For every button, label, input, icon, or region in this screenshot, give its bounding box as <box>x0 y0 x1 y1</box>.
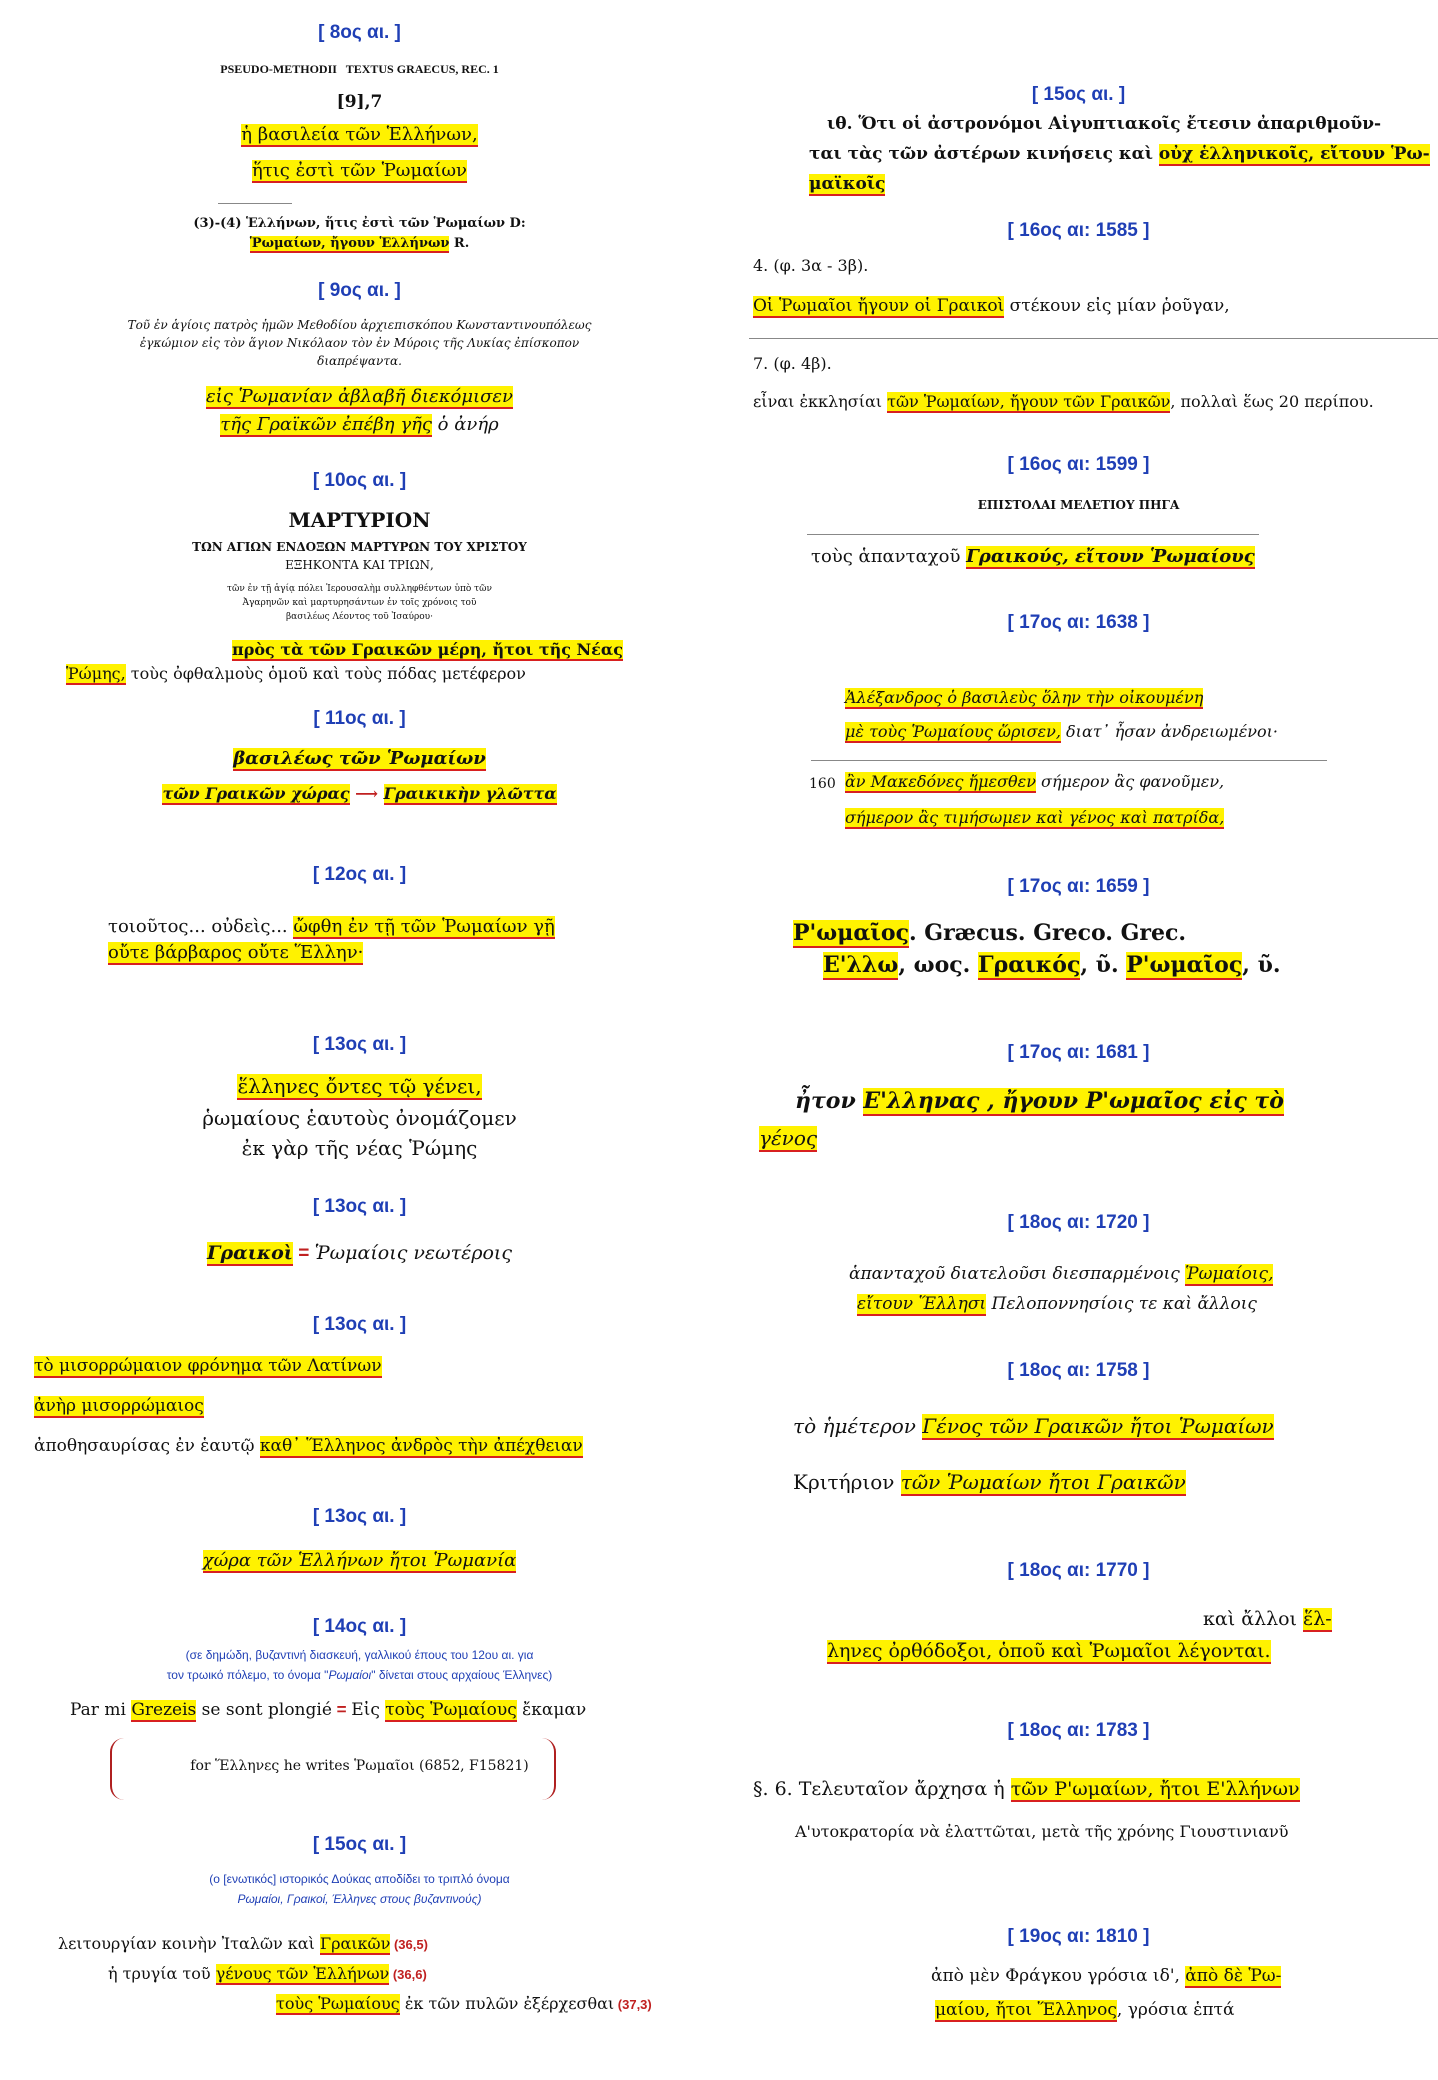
c14-line-2: for Ἕλληνες he writes Ῥωμαῖοι (6852, F15821) <box>190 1758 529 1774</box>
c14-note-1: (σε δημώδη, βυζαντινή διασκευή, γαλλικού έπους του 12ου αι. για <box>185 1648 534 1662</box>
martyrion-small-2: Ἀγαρηνῶν καὶ μαρτυρησάντων ἐν τοῖς χρόνοις τοῦ <box>242 598 477 608</box>
century-heading-18-d: [ 18ος αι: 1783 ] <box>1007 1720 1150 1741</box>
c18b-line-1: τὸ ἡμέτερον Γένος τῶν Γραικῶν ἤτοι Ῥωμαίων <box>793 1414 1274 1438</box>
century-heading-12: [ 12ος αι. ] <box>312 864 407 885</box>
c17b-line-2: Ε'λλω, ωος. Γραικός, ῦ. Ρ'ωμαῖος, ῦ. <box>823 952 1281 978</box>
c19-line-1: ἀπὸ μὲν Φράγκου γρόσια ιδ', ἀπὸ δὲ Ῥω- <box>931 1966 1282 1986</box>
century-heading-13-c: [ 13ος αι. ] <box>312 1314 407 1335</box>
c14-note-2: τον τρωικό πόλεμο, το όνομα "Ρωμαίοι" δίνεται στους αρχαίους Έλληνες) <box>166 1668 553 1682</box>
century-heading-18-c: [ 18ος αι: 1770 ] <box>1007 1560 1150 1581</box>
martyrion-subtitle-2: ΕΞΗΚΟΝΤΑ ΚΑΙ ΤΡΙΩΝ, <box>285 558 434 572</box>
c12-line-2: οὔτε βάρβαρος οὔτε Ἕλλην· <box>108 942 364 963</box>
c15b-line-2: ται τὰς τῶν ἀστέρων κινήσεις καὶ οὐχ ἑλληνικοῖς, εἴτουν Ῥω- <box>809 144 1430 164</box>
c18d-line-1: §. 6. Τελευταῖον ἄρχησα ἡ τῶν Ρ'ωμαίων, ἤτοι Ε'λλήνων <box>753 1778 1300 1800</box>
c15b-line-3: μαϊκοῖς <box>809 174 886 194</box>
c19-line-2: μαίου, ἤτοι Ἕλληνος, γρόσια ἑπτά <box>935 2000 1235 2020</box>
c17a-line-1: Ἀλέξανδρος ὁ βασιλεὺς ὅλην τὴν οἰκουμένη <box>845 688 1204 707</box>
century-heading-16-a: [ 16ος αι: 1585 ] <box>1007 220 1150 241</box>
methodius-line-2: τῆς Γραϊκῶν ἐπέβη γῆς ὁ ἀνήρ <box>220 414 499 435</box>
meletios-rule <box>807 534 1259 535</box>
martyrion-line-2: Ῥώμης, τοὺς ὀφθαλμοὺς ὁμοῦ καὶ τοὺς πόδας μετέφερον <box>66 664 526 683</box>
c15a-note-1: (ο [ενωτικός] ιστορικός Δούκας αποδίδει το τριπλό όνομα <box>209 1872 510 1886</box>
pseudo-methodius-line-1: ἡ βασιλεία τῶν Ἑλλήνων, <box>241 124 478 145</box>
century-heading-17-a: [ 17ος αι: 1638 ] <box>1007 612 1150 633</box>
c16a-divider <box>749 338 1438 339</box>
century-heading-14: [ 14ος αι. ] <box>312 1616 407 1637</box>
century-heading-13-b: [ 13ος αι. ] <box>312 1196 407 1217</box>
c18c-line-2: ληνες ὀρθόδοξοι, ὁποῦ καὶ Ῥωμαῖοι λέγονται. <box>827 1640 1271 1662</box>
c15a-line-2: ἡ τρυγία τοῦ γένους τῶν Ἑλλήνων (36,6) <box>108 1964 427 1983</box>
c18a-line-2: εἴτουν Ἕλλησι Πελοποννησίοις τε καὶ ἄλλοις <box>857 1294 1257 1314</box>
methodius-intro-3: διαπρέψαντα. <box>317 354 402 368</box>
right-paren <box>540 1738 556 1800</box>
c16b-line-1: τοὺς ἁπανταχοῦ Γραικούς, εἴτουν Ῥωμαίους <box>811 546 1255 567</box>
methodius-line-1: εἰς Ῥωμανίαν ἀβλαβῆ διεκόμισεν <box>206 386 513 407</box>
century-heading-18-b: [ 18ος αι: 1758 ] <box>1007 1360 1150 1381</box>
pseudo-methodius-note-1: (3)-(4) Ἑλλήνων, ἥτις ἐστὶ τῶν Ῥωμαίων D: <box>193 216 526 231</box>
c15a-line-1: λειτουργίαν κοινὴν Ἰταλῶν καὶ Γραικῶν (36,5) <box>58 1934 428 1953</box>
c13d-line-1: χώρα τῶν Ἑλλήνων ἤτοι Ῥωμανία <box>202 1550 517 1571</box>
c17a-rule <box>811 760 1327 761</box>
pseudo-methodius-line-2: ἥτις ἐστὶ τῶν Ῥωμαίων <box>251 160 467 181</box>
c17a-line-2: μὲ τοὺς Ῥωμαίους ὥρισεν, διατ᾽ ἦσαν ἀνδρειωμένοι· <box>845 722 1278 741</box>
pseudo-methodius-note-2: Ῥωμαίων, ἤγουν Ἑλλήνων R. <box>249 236 470 251</box>
c18b-line-2: Κριτήριον τῶν Ῥωμαίων ἤτοι Γραικῶν <box>793 1470 1186 1494</box>
c13a-line-2: ῥωμαίους ἑαυτοὺς ὀνομάζομεν <box>202 1106 517 1130</box>
c15b-line-1: ιθ. Ὅτι οἱ ἀστρονόμοι Αἰγυπτιακοῖς ἔτεσιν ἀπαριθμοῦν- <box>827 114 1382 134</box>
c18d-line-2: Α'υτοκρατορία νὰ ἐλαττῶται, μετὰ τῆς χρόνης Γιουστινιανῦ <box>795 1822 1289 1841</box>
century-heading-11: [ 11ος αι. ] <box>313 708 406 729</box>
c13b-line: Γραικοὶ = Ῥωμαίοις νεωτέροις <box>206 1242 513 1264</box>
c12-line-1: τοιοῦτος... οὐδεὶς... ὤφθη ἐν τῇ τῶν Ῥωμαίων γῇ <box>108 916 555 937</box>
c17a-line-4: σήμερον ἂς τιμήσωμεν καὶ γένος καὶ πατρίδα, <box>845 808 1225 827</box>
century-heading-9: [ 9ος αι. ] <box>318 280 401 301</box>
century-heading-15-a: [ 15ος αι. ] <box>312 1834 407 1855</box>
martyrion-subtitle-1: ΤΩΝ ΑΓΙΩΝ ΕΝΔΟΞΩΝ ΜΑΡΤΥΡΩΝ ΤΟΥ ΧΡΙΣΤΟΥ <box>192 540 527 554</box>
c15a-line-3: τοὺς Ῥωμαίους ἐκ τῶν πυλῶν ἐξέρχεσθαι (37,3) <box>276 1994 652 2013</box>
martyrion-small-3: βασιλέως Λέοντος τοῦ Ἰσαύρου· <box>285 612 434 622</box>
c13a-line-1: ἕλληνες ὄντες τῷ γένει, <box>237 1074 482 1098</box>
martyrion-title: ΜΑΡΤΥΡΙΟΝ <box>288 508 431 532</box>
century-heading-10: [ 10ος αι. ] <box>312 470 407 491</box>
c13c-line-2: ἀνὴρ μισορρώμαιος <box>34 1396 204 1416</box>
arrow-icon: ⟶ <box>355 784 379 803</box>
c13c-line-1: τὸ μισορρώμαιον φρόνημα τῶν Λατίνων <box>34 1356 382 1376</box>
c14-line-1: Par mi Grezeis se sont plongié = Εἰς τοὺς Ῥωμαίους ἔκαμαν <box>70 1700 587 1720</box>
c16a-line-2: εἶναι ἐκκλησίαι τῶν Ῥωμαίων, ἤγουν τῶν Γραικῶν, πολλαὶ ἕως 20 περίπου. <box>753 392 1374 411</box>
c17c-line-1: ἦτον Ε'λληνας , ἤγουν Ρ'ωμαῖος εἰς τὸ <box>795 1088 1284 1114</box>
c18c-line-1: καὶ ἄλλοι ἕλ- <box>1203 1608 1332 1630</box>
c18a-line-1: ἁπανταχοῦ διατελοῦσι διεσπαρμένοις Ῥωμαίοις, <box>849 1264 1274 1284</box>
footnote-rule <box>218 203 292 204</box>
c11-line-1: βασιλέως τῶν Ῥωμαίων <box>233 748 486 769</box>
right-column <box>719 0 1438 2080</box>
c16a-line-1: Οἱ Ῥωμαῖοι ἤγουν οἱ Γραικοὶ στέκουν εἰς μίαν ῥοῦγαν, <box>753 296 1230 316</box>
century-heading-17-c: [ 17ος αι: 1681 ] <box>1007 1042 1150 1063</box>
c11-line-2: τῶν Γραικῶν χώρας ⟶ Γραικικὴν γλῶττα <box>162 784 557 803</box>
pseudo-methodius-title: PSEUDO-METHODII TEXTUS GRAECUS, REC. 1 <box>220 62 499 76</box>
c15a-note-2: Ρωμαίοι, Γραικοί, Έλληνες στους βυζαντινούς) <box>237 1892 482 1906</box>
century-heading-19: [ 19ος αι: 1810 ] <box>1007 1926 1150 1947</box>
c13c-line-3: ἀποθησαυρίσας ἐν ἑαυτῷ καθ᾽ Ἕλληνος ἀνδρὸς τὴν ἀπέχθειαν <box>34 1436 583 1456</box>
c17a-line-number: 160 <box>809 776 836 792</box>
martyrion-line-1: πρὸς τὰ τῶν Γραικῶν μέρη, ἤτοι τῆς Νέας <box>232 640 623 659</box>
pseudo-methodius-ref: [9],7 <box>336 92 383 112</box>
century-heading-8: [ 8ος αι. ] <box>318 22 401 43</box>
c16a-ref-2: 7. (φ. 4β). <box>753 354 832 373</box>
century-heading-13-a: [ 13ος αι. ] <box>312 1034 407 1055</box>
c17c-line-2: γένος <box>759 1126 818 1150</box>
meletios-title: ΕΠΙΣΤΟΛΑΙ ΜΕΛΕΤΙΟΥ ΠΗΓΑ <box>977 498 1180 512</box>
century-heading-15-b: [ 15ος αι. ] <box>1031 84 1126 105</box>
century-heading-16-b: [ 16ος αι: 1599 ] <box>1007 454 1150 475</box>
c16a-ref-1: 4. (φ. 3α - 3β). <box>753 256 869 275</box>
century-heading-13-d: [ 13ος αι. ] <box>312 1506 407 1527</box>
martyrion-small-1: τῶν ἐν τῇ ἁγίᾳ πόλει Ἱερουσαλὴμ συλληφθέντων ὑπὸ τῶν <box>227 584 492 594</box>
methodius-intro-2: ἐγκώμιον εἰς τὸν ἅγιον Νικόλαον τὸν ἐν Μύροις τῆς Λυκίας ἐπίσκοπον <box>139 336 580 350</box>
c13a-line-3: ἐκ γὰρ τῆς νέας Ῥώμης <box>241 1136 478 1160</box>
century-heading-18-a: [ 18ος αι: 1720 ] <box>1007 1212 1150 1233</box>
c17b-line-1: Ρ'ωμαῖος. Græcus. Greco. Grec. <box>793 920 1187 946</box>
c17a-line-3: ἂν Μακεδόνες ἤμεσθεν σήμερον ἂς φανοῦμεν, <box>845 772 1225 791</box>
century-heading-17-b: [ 17ος αι: 1659 ] <box>1007 876 1150 897</box>
methodius-intro-1: Τοῦ ἐν ἁγίοις πατρὸς ἡμῶν Μεθοδίου ἀρχιεπισκόπου Κωνσταντινουπόλεως <box>127 318 592 332</box>
